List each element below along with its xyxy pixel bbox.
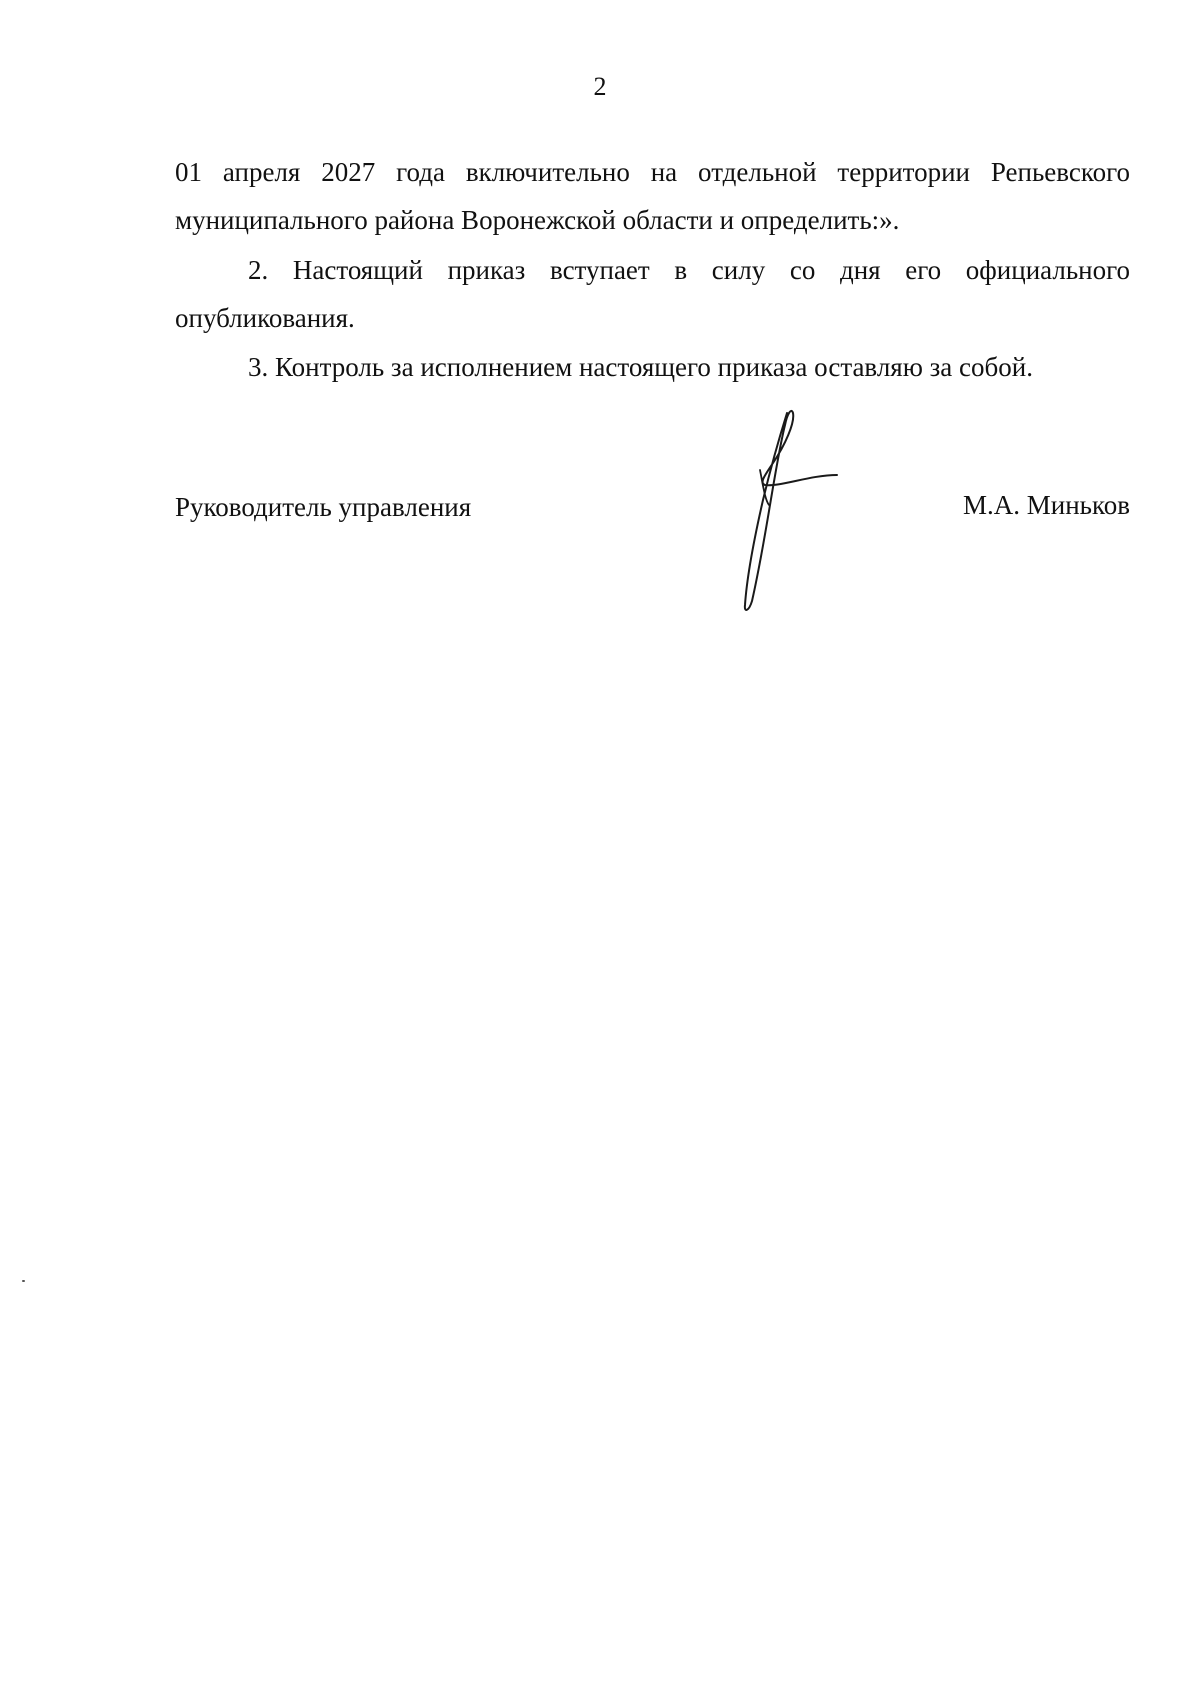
- scan-speck: [22, 1280, 25, 1282]
- paragraph-3-control: 3. Контроль за исполнением настоящего приказа оставляю за собой.: [248, 352, 1033, 382]
- handwritten-signature: [725, 405, 855, 615]
- signer-position-title: Руководитель управления: [175, 492, 472, 522]
- page-number: 2: [593, 72, 607, 101]
- paragraph-continued: 01 апреля 2027 года включительно на отдельной территории Репьевского муниципального района Воронежской области и определить:».: [175, 157, 1130, 235]
- paragraph-2-effective-date: 2. Настоящий приказ вступает в силу со дня его официального опубликования.: [175, 255, 1130, 333]
- signer-name: М.А. Миньков: [963, 490, 1130, 520]
